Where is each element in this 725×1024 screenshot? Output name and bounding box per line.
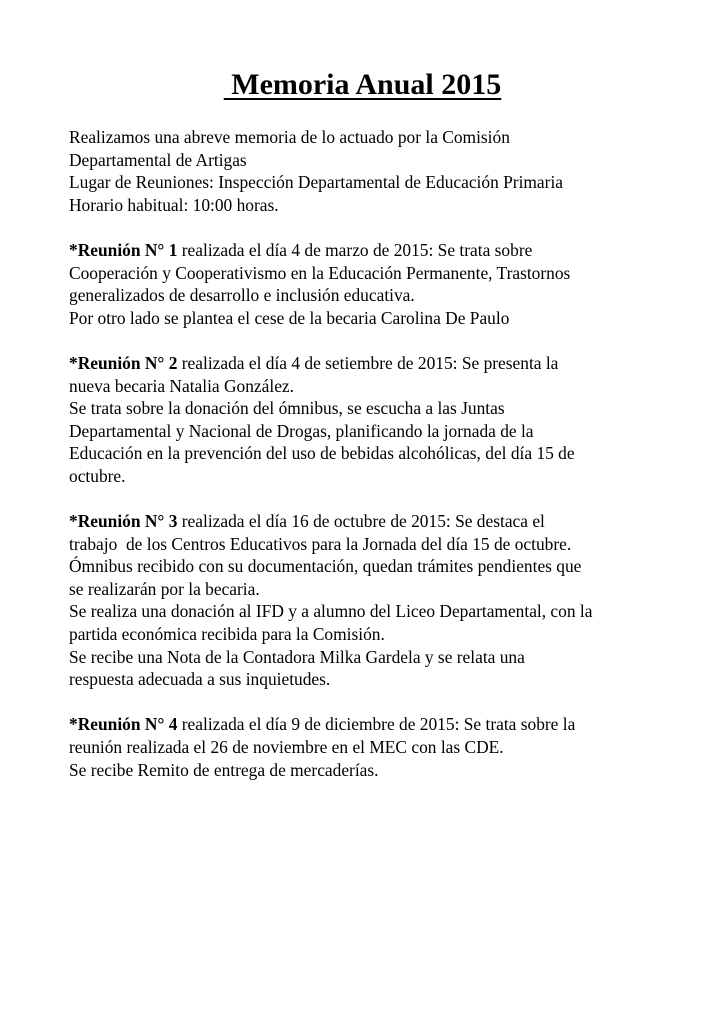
meeting-heading: *Reunión N° 1 [69,239,178,260]
meeting-line: nueva becaria Natalia González. [69,375,294,396]
intro-line: Realizamos una abreve memoria de lo actuado por la Comisión [69,127,510,147]
meeting-2 [69,352,669,488]
meeting-1 [69,239,669,329]
meeting-place-line: Lugar de Reuniones: Inspección Departamental de Educación Primaria [69,172,563,193]
intro-paragraph [69,126,669,216]
meeting-line: generalizados de desarrollo e inclusión educativa. [69,285,415,306]
meeting-first-line [69,352,669,375]
meeting-heading: *Reunión N° 2 [69,352,178,373]
meeting-line: Educación en la prevención del uso de bebidas alcohólicas, del día 15 de [69,443,575,464]
intro-line: Departamental de Artigas [69,149,247,170]
meeting-first-line [69,239,669,262]
meeting-heading: *Reunión N° 4 [69,714,178,735]
page-title: Memoria Anual 2015 [223,68,502,101]
meeting-line: Se trata sobre la donación del ómnibus, se escucha a las Juntas [69,398,505,419]
meeting-text: realizada el día 4 de marzo de 2015: Se trata sobre [177,239,533,260]
meeting-line: trabajo de los Centros Educativos para la Jornada del día 15 de octubre. [69,533,572,554]
meeting-line: se realizarán por la becaria. [69,578,260,599]
paragraph-gap [69,216,669,239]
paragraph-gap [69,329,669,352]
paragraph-gap [69,691,669,714]
paragraph-gap [69,488,669,511]
meeting-first-line [69,713,669,736]
meeting-line: Cooperación y Cooperativismo en la Educación Permanente, Trastornos [69,262,571,283]
meeting-heading: *Reunión N° 3 [69,511,178,532]
meeting-line: Se recibe Remito de entrega de mercaderías. [69,759,379,780]
meeting-line: Se recibe una Nota de la Contadora Milka Gardela y se relata una [69,646,525,667]
meeting-line: partida económica recibida para la Comisión. [69,624,385,645]
meeting-text: realizada el día 4 de setiembre de 2015: Se presenta la [177,352,559,373]
meeting-4 [69,713,669,781]
meeting-line: Se realiza una donación al IFD y a alumno del Liceo Departamental, con la [69,601,593,622]
meeting-3 [69,510,669,691]
meeting-line: Por otro lado se plantea el cese de la becaria Carolina De Paulo [69,307,510,328]
meeting-first-line [69,510,669,533]
meeting-line: octubre. [69,465,126,486]
meeting-line: Ómnibus recibido con su documentación, quedan trámites pendientes que [69,556,582,577]
document-body [69,126,669,781]
meeting-text: realizada el día 9 de diciembre de 2015: Se trata sobre la [177,714,576,735]
meeting-text: realizada el día 16 de octubre de 2015: Se destaca el [177,511,545,532]
meeting-line: Departamental y Nacional de Drogas, planificando la jornada de la [69,420,534,441]
schedule-line: Horario habitual: 10:00 horas. [69,194,279,215]
meeting-line: reunión realizada el 26 de noviembre en el MEC con las CDE. [69,737,504,758]
meeting-line: respuesta adecuada a sus inquietudes. [69,669,331,690]
